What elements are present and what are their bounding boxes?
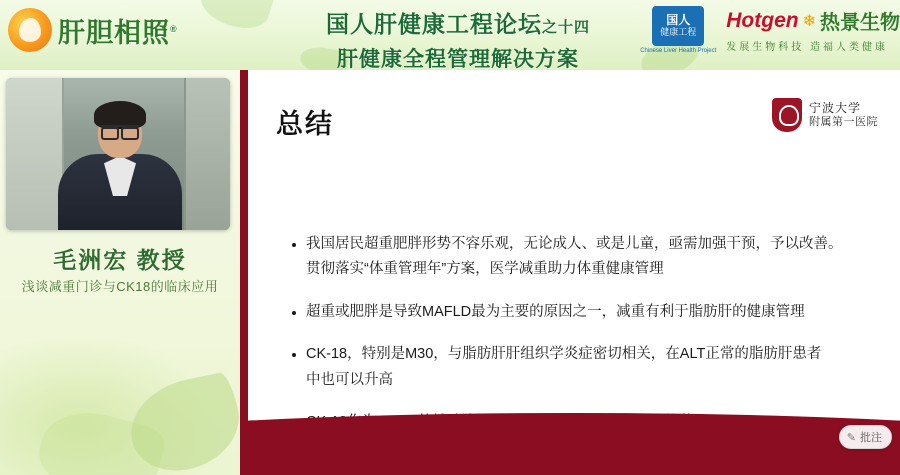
sponsor-name-cn: 热景生物 [820, 12, 900, 34]
leaf-decoration-icon [196, 0, 275, 36]
annotate-button[interactable] [839, 425, 892, 449]
bullet-line: 超重或肥胖是导致MAFLD最为主要的原因之一，减重有利于脂肪肝的健康管理 [306, 303, 805, 320]
list-item [292, 300, 882, 325]
list-item [292, 342, 882, 393]
leaf-decoration-icon [122, 371, 240, 475]
project-badge-cn3: 健康工程 [660, 26, 697, 37]
hospital-logo [772, 98, 878, 132]
hospital-logo-subname: 附属第一医院 [809, 115, 878, 128]
list-item [292, 232, 882, 283]
registered-mark: ® [170, 23, 178, 34]
bullet-dot-icon [292, 243, 296, 247]
banner-title-line2: 肝健康全程管理解决方案 [337, 48, 579, 70]
bullet-dot-icon [292, 353, 296, 357]
brand-logo-text [58, 11, 178, 50]
ningbo-university-crest-icon [772, 98, 802, 132]
speaker-video-feed[interactable] [6, 78, 230, 230]
bullet-dot-icon [292, 311, 296, 315]
leaf-decoration-icon [32, 401, 169, 475]
sponsor-name-en: Hotgen [726, 8, 799, 32]
top-banner [0, 0, 900, 70]
bullet-line-2: 中也可以升高 [306, 371, 393, 388]
slide-title: 总结 [276, 109, 334, 139]
video-background-panel-right [184, 78, 230, 230]
banner-title-main: 国人肝健康工程论坛 [325, 11, 542, 37]
project-badge-caption: Chinese Liver Health Project [640, 48, 717, 54]
bullet-line: CK-18，特别是M30，与脂肪肝肝组织学炎症密切相关，在ALT正常的脂肪肝患者 [306, 346, 822, 363]
brand-logo[interactable] [8, 8, 178, 52]
banner-sponsors [640, 6, 900, 54]
sponsor-slogan: 发展生物科技 造福人类健康 [726, 42, 889, 53]
bullet-line: 我国居民超重肥胖形势不容乐观，无论成人、或是儿童，亟需加强干预，予以改善。 [306, 236, 843, 252]
sponsor-logo [726, 6, 900, 53]
banner-title [284, 6, 632, 70]
bullet-line-2: 贯彻落实“体重管理年”方案，医学减重助力体重健康管理 [306, 261, 664, 278]
project-badge-cn: 国人 [666, 13, 691, 28]
brand-logo-label: 肝胆相照 [58, 17, 170, 48]
annotate-button-label: 批注 [860, 432, 882, 444]
banner-title-sub: 之十四 [541, 19, 590, 36]
speaker-name: 毛洲宏 教授 [53, 247, 187, 273]
video-background-panel-left [6, 78, 64, 230]
guoren-liver-icon [652, 6, 704, 46]
banner-title-line1 [284, 6, 632, 39]
liver-sun-icon [8, 8, 52, 52]
project-badge [640, 6, 716, 54]
speaker-panel [0, 70, 240, 475]
slide-footer-bar [248, 431, 900, 475]
glasses-icon [101, 125, 139, 134]
pen-icon: ✎ [846, 431, 856, 444]
speaker-topic: 浅谈减重门诊与CK18的临床应用 [21, 279, 219, 294]
slide-content [248, 70, 900, 475]
butterfly-icon: ❄ [802, 12, 816, 30]
slide-viewer[interactable] [240, 70, 900, 475]
hospital-logo-name: 宁波大学 [809, 100, 862, 115]
